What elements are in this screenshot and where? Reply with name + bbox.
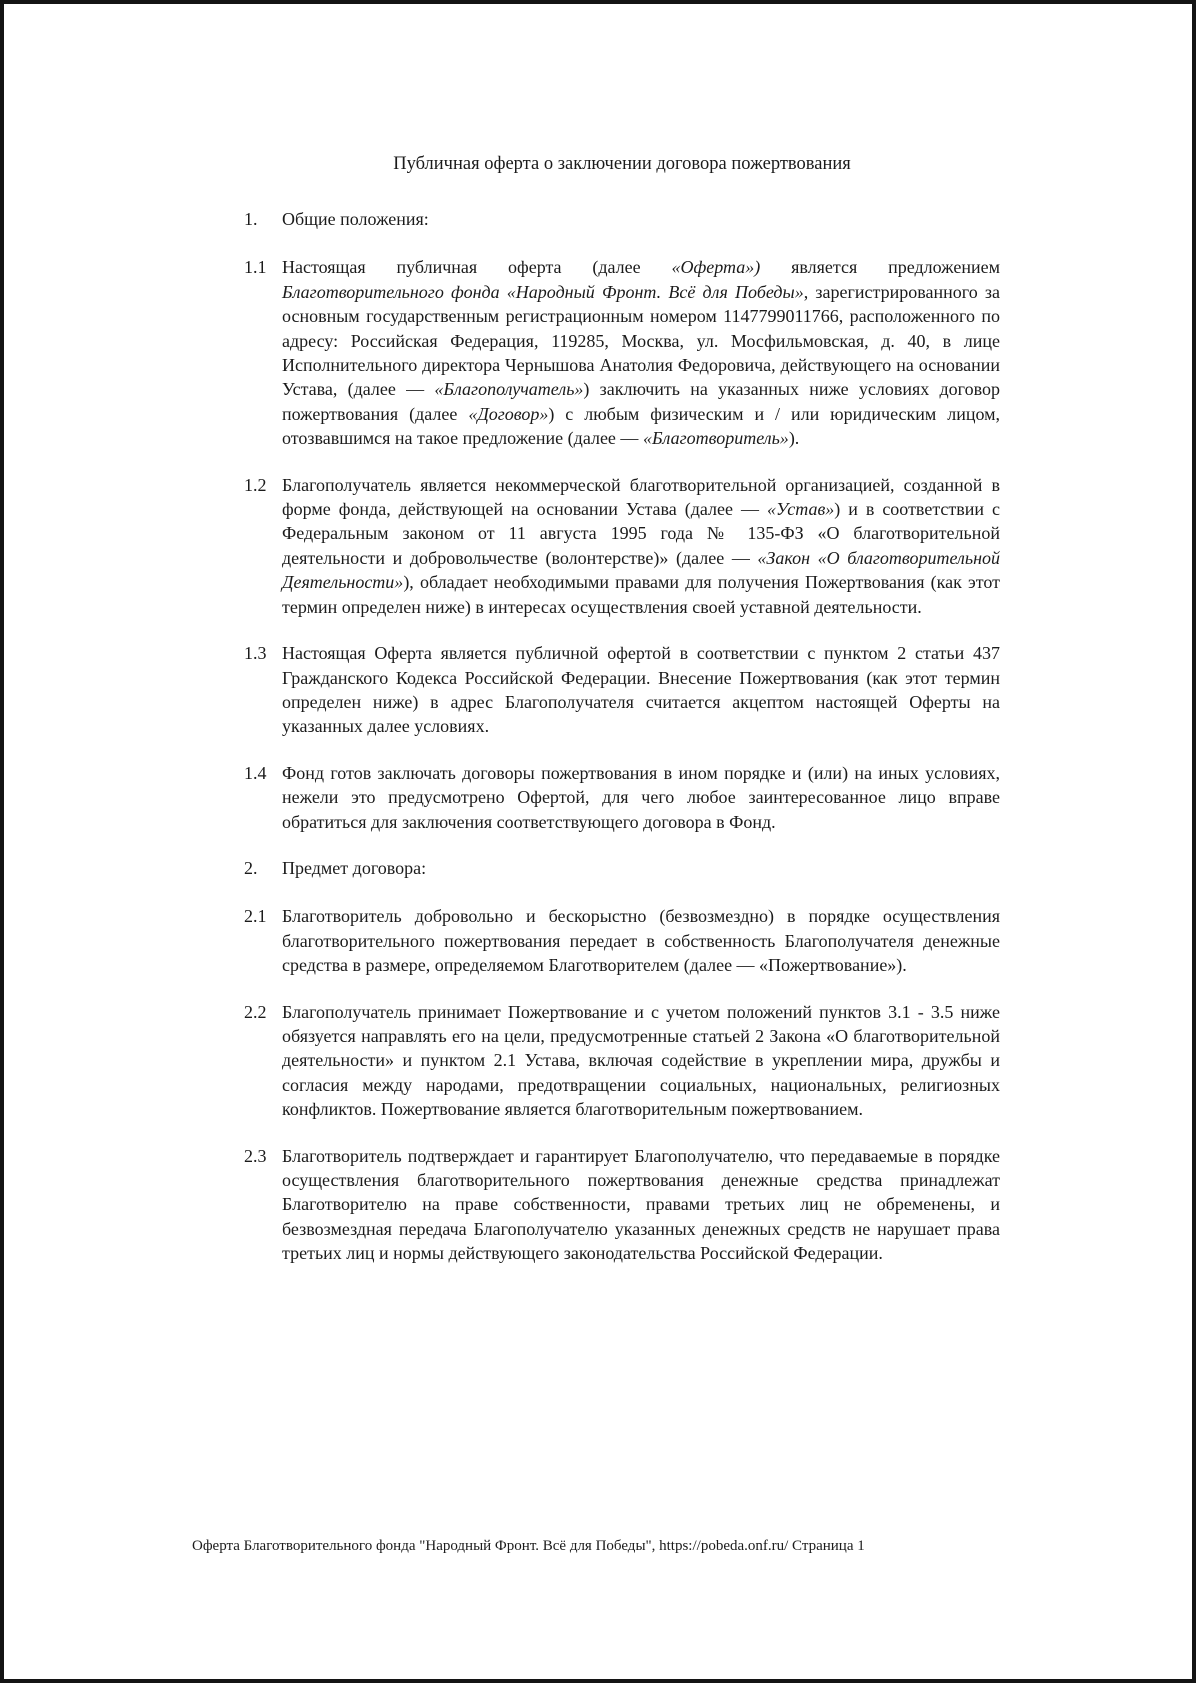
document-block [244, 904, 1000, 977]
block-number: 1.3 [244, 643, 267, 664]
block-text [282, 1002, 1000, 1120]
text-segment: ) и в соответствии с Федеральным законом от 11 августа 1995 года № 135-ФЗ «О благотворительной деятельности и добровольчестве (волонтерстве)» (далее — [282, 499, 1000, 568]
defined-term: «Закон «О благотворительной Деятельности» [282, 547, 1000, 593]
document-block [244, 856, 1000, 880]
block-number: 2.1 [244, 906, 267, 927]
document-block [244, 1000, 1000, 1122]
text-segment: Настоящая публичная оферта (далее [282, 257, 672, 278]
block-number: 1.1 [244, 257, 267, 278]
text-segment: Фонд готов заключать договоры пожертвования в ином порядке и (или) на иных условиях, нежели это предусмотрено Офертой, для чего любое заинтересованное лицо вправе обратиться для заключения соответствующего договора в Фонд. [282, 762, 1000, 832]
block-text [282, 1146, 1000, 1264]
defined-term: Благотворительного фонда «Народный Фронт. Всё для Победы» [282, 281, 804, 302]
text-segment: , зарегистрированного за основным государственным регистрационным номером 1147799011766, расположенного по адресу: Российская Федерация, 119285, Москва, ул. Мосфильмовская, д. 40, в лице Исполнительного директора Чернышова Анатолия Федоровича, действующего на основании Устава, (далее — [282, 281, 1000, 400]
block-number: 1.4 [244, 762, 267, 783]
text-segment: является предложением [760, 257, 1000, 278]
text-segment: Благотворитель добровольно и бескорыстно (безвозмездно) в порядке осуществления благотворительного пожертвования передает в собственность Благополучателя денежные средства в размере, определяемом Благотворителем (далее — «Пожертвование»). [282, 906, 1000, 976]
text-segment: Благотворитель подтверждает и гарантирует Благополучателю, что передаваемые в порядке осуществления благотворительного пожертвования денежные средства принадлежат Благотворителю на праве собственности, правами третьих лиц не обременены, и безвозмездная передача Благополучателю указанных денежных средств не нарушает права третьих лиц и нормы действующего законодательства Российской Федерации. [282, 1145, 1000, 1264]
block-text [282, 763, 1000, 832]
defined-term: «Оферта») [671, 257, 761, 278]
block-number: 1.2 [244, 474, 267, 495]
block-text [282, 475, 1000, 617]
block-number: 2. [244, 857, 258, 878]
document-block [244, 473, 1000, 619]
page-footer: Оферта Благотворительного фонда "Народный Фронт. Всё для Победы", https://pobeda.onf.ru/ Страница 1 [192, 1538, 865, 1554]
defined-term: «Благотворитель» [642, 428, 789, 449]
document-content [244, 152, 1000, 1288]
document-body [244, 207, 1000, 1266]
text-segment: Общие положения: [282, 209, 429, 229]
block-number: 2.3 [244, 1145, 267, 1166]
text-segment: Благополучатель является некоммерческой благотворительной организацией, созданной в форме фонда, действующей на основании Устава (далее — [282, 474, 1000, 520]
text-segment: ) с любым физическим и / или юридическим лицом, отозвавшимся на такое предложение (далее — [282, 403, 1001, 449]
block-number: 1. [244, 209, 258, 229]
text-segment: Предмет договора: [282, 857, 427, 878]
document-block [244, 255, 1000, 450]
document-title: Публичная оферта о заключении договора пожертвования [393, 154, 851, 174]
document-block [244, 761, 1000, 834]
block-text [282, 643, 1000, 736]
block-text [282, 257, 1000, 448]
text-segment: Благополучатель принимает Пожертвование и с учетом положений пунктов 3.1 - 3.5 ниже обязуется направлять его на цели, предусмотренные статьей 2 Закона «О благотворительной деятельности» и пунктом 2.1 Устава, включая содействие в укреплении мира, дружбы и согласия между народами, предотвращении социальных, национальных, религиозных конфликтов. Пожертвование является благотворительным пожертвованием. [282, 1001, 1000, 1120]
document-block [244, 641, 1000, 739]
block-text [282, 858, 426, 878]
text-segment: Настоящая Оферта является публичной офертой в соответствии с пунктом 2 статьи 437 Гражданского Кодекса Российской Федерации. Внесение Пожертвования (как этот термин определен ниже) в адрес Благополучателя считается акцептом настоящей Оферты на указанных далее условиях. [282, 643, 1000, 737]
block-text [282, 906, 1000, 975]
defined-term: «Устав» [766, 499, 835, 520]
block-text [282, 209, 429, 229]
document-block [244, 1144, 1000, 1266]
block-number: 2.2 [244, 1001, 267, 1022]
text-segment: ) заключить на указанных ниже условиях договор пожертвования (далее [282, 379, 1000, 424]
text-segment: ). [788, 428, 800, 449]
defined-term: «Благополучатель» [434, 379, 584, 400]
defined-term: «Договор» [468, 403, 549, 424]
document-block [244, 207, 1000, 231]
text-segment: ), обладает необходимыми правами для получения Пожертвования (как этот термин определен ниже) в интересах осуществления своей уставной деятельности. [282, 572, 1000, 617]
